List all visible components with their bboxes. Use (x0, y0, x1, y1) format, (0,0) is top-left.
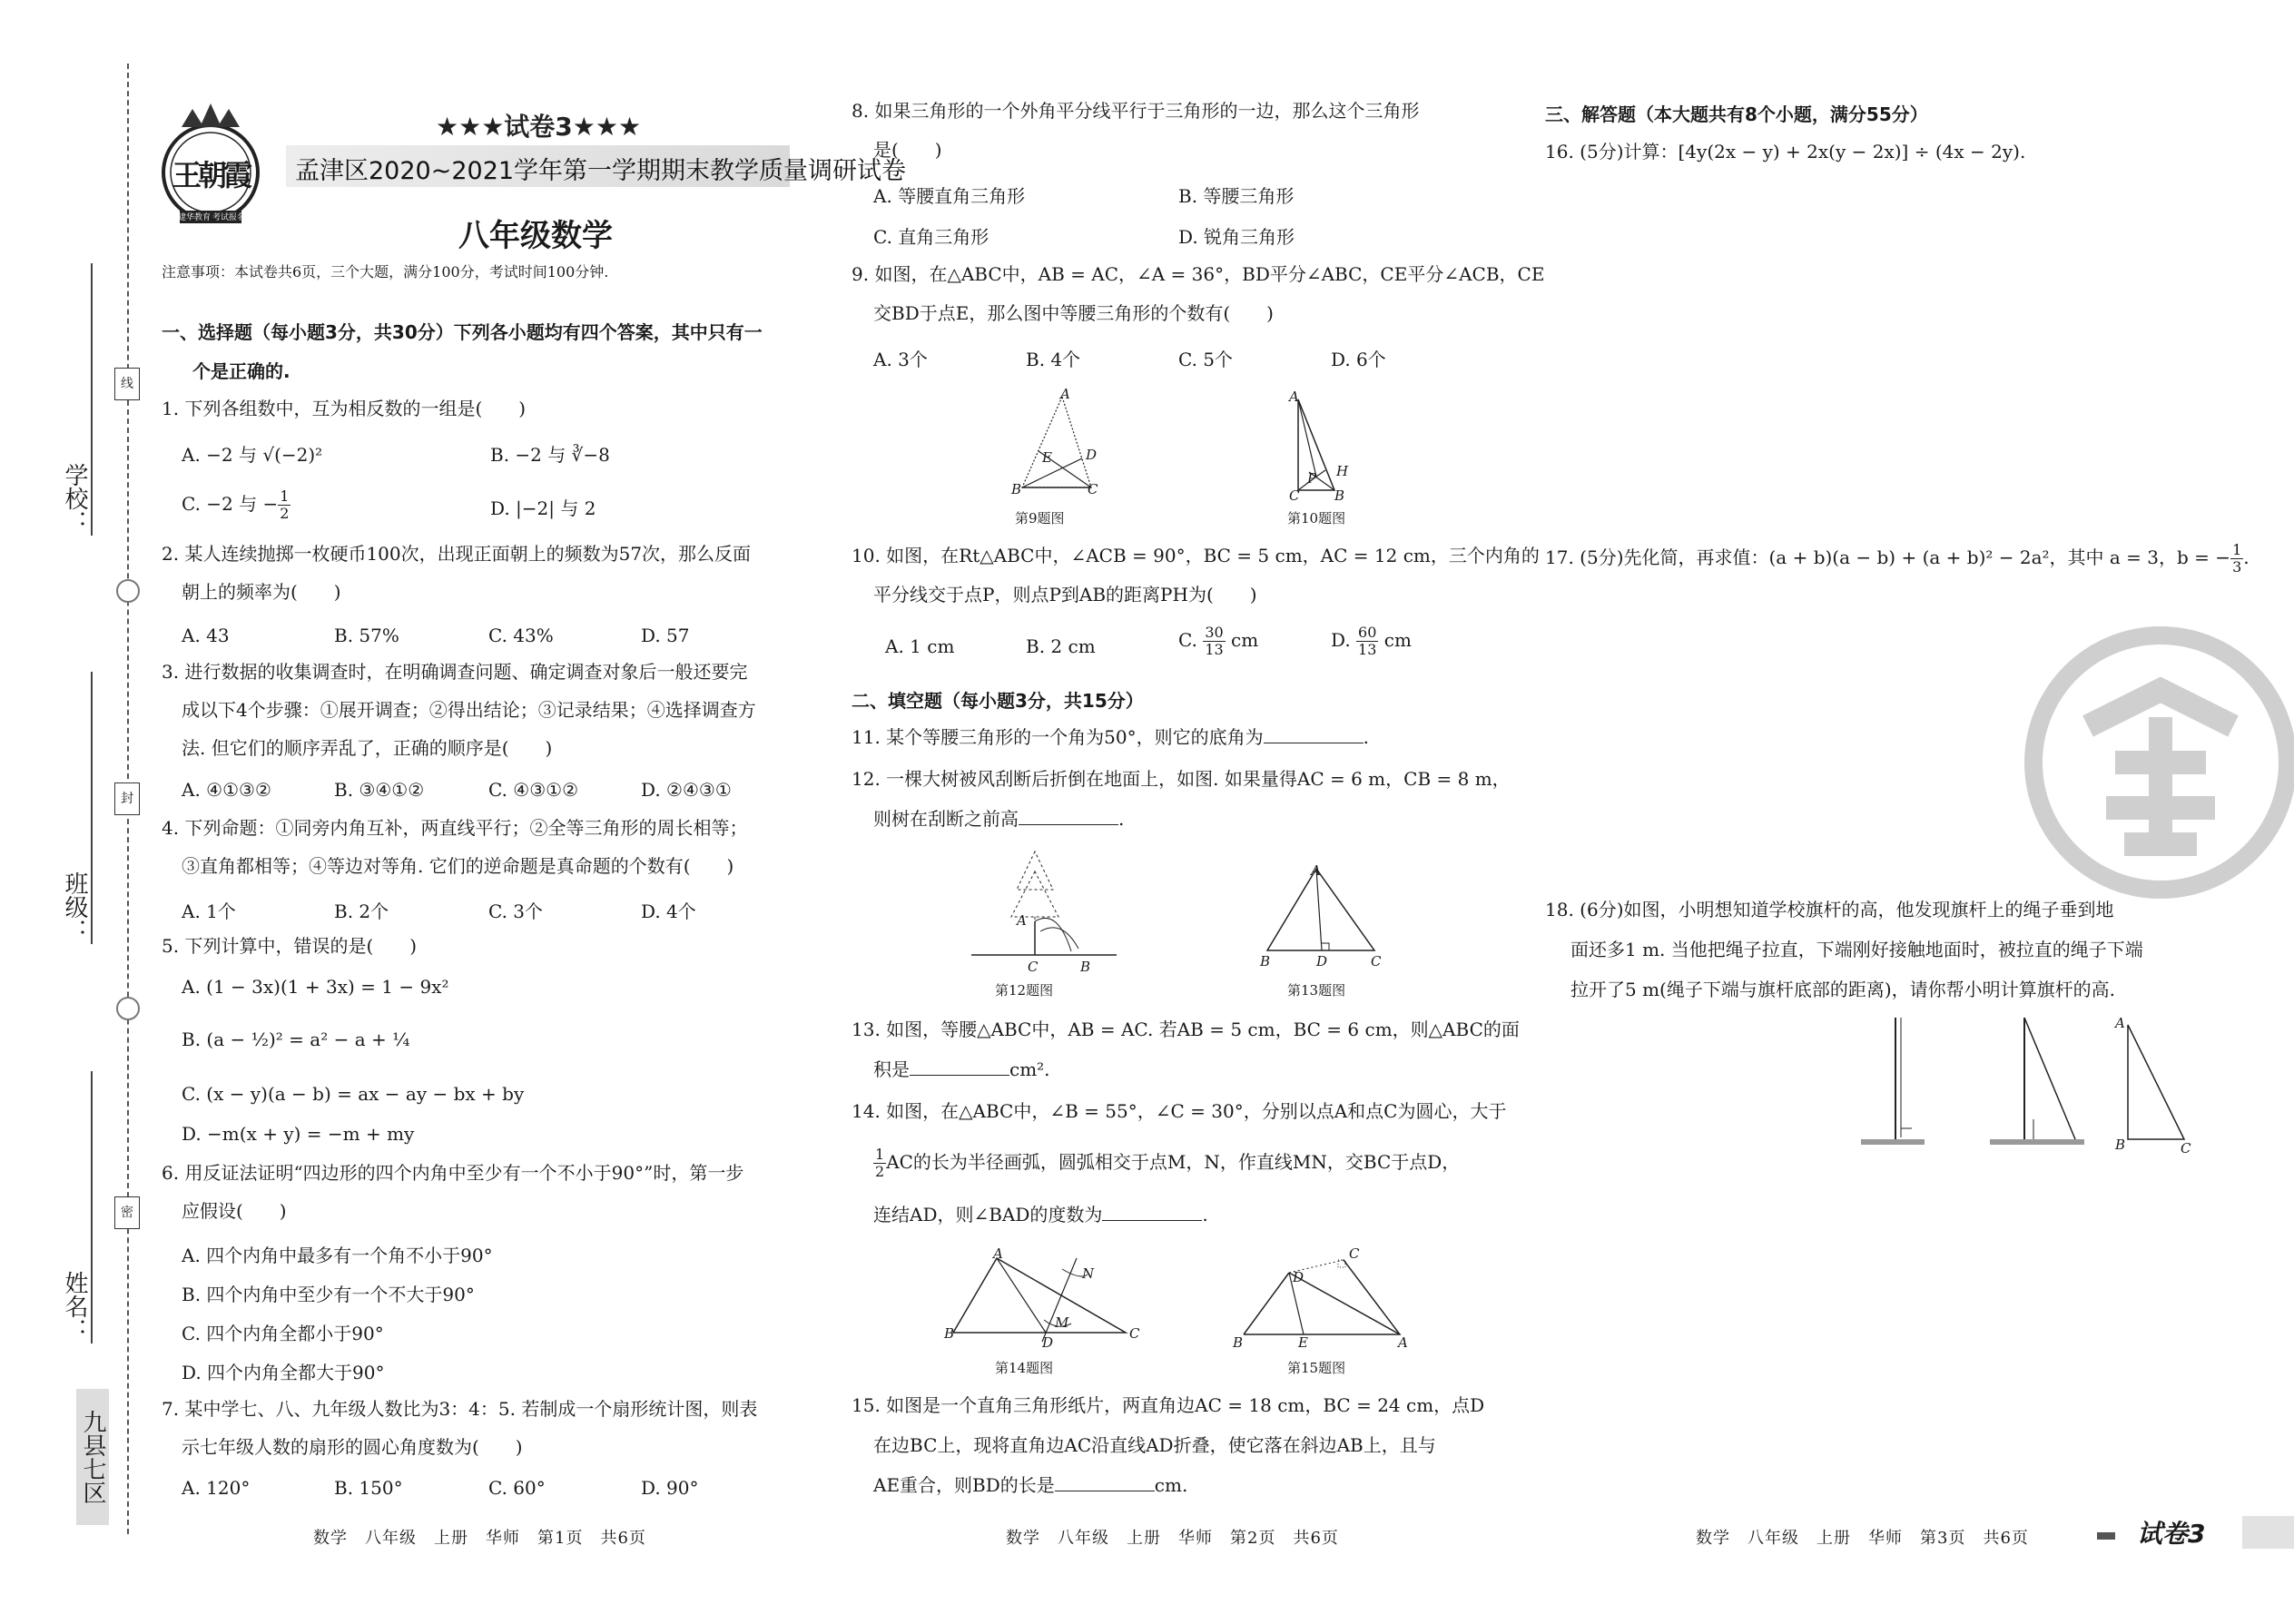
figure-18 (1861, 1012, 2206, 1157)
fig10-label-c: C (1289, 487, 1300, 504)
fig12-label-a: A (1017, 912, 1027, 929)
q14-stem-2 (873, 1142, 1460, 1182)
q6-option-b[interactable]: B. 四个内角中至少有一个不大于90° (182, 1284, 475, 1305)
fig15-caption: 第15题图 (1287, 1360, 1346, 1376)
fig13-label-d: D (1316, 953, 1328, 969)
binding-hole (116, 997, 140, 1020)
q18-stem-1: 18. (6分)如图，小明想知道学校旗杆的高，他发现旗杆上的绳子垂到地 (1545, 899, 2114, 920)
fig15-label-e: E (1298, 1334, 1308, 1351)
region-tag: 九县七区 (76, 1389, 109, 1525)
q10-c-frac (1203, 625, 1225, 658)
q5-option-c[interactable]: C. (x − y)(a − b) = ax − ay − bx + by (182, 1083, 525, 1105)
frac-den: 2 (875, 1163, 885, 1180)
q3-option-c[interactable]: C. ④③①② (488, 779, 579, 801)
q6-option-d[interactable]: D. 四个内角全都大于90° (182, 1362, 385, 1383)
q17-end: . (2243, 546, 2250, 568)
q6-stem-1: 6. 用反证法证明“四边形的四个内角中至少有一个不小于90°”时，第一步 (162, 1162, 744, 1184)
q13-stem-2 (873, 1049, 1050, 1089)
q18-stem-3: 拉开了5 m(绳子下端与旗杆底部的距离)，请你帮小明计算旗杆的高. (1570, 979, 2116, 1000)
q10-option-d[interactable] (1331, 625, 1412, 658)
footer-tag-deco (2097, 1532, 2115, 1540)
q14-end: . (1202, 1204, 1208, 1225)
q14-half-frac (873, 1147, 886, 1180)
q5-option-d[interactable]: D. −m(x + y) = −m + my (182, 1123, 415, 1145)
fig14-label-b: B (944, 1325, 955, 1342)
q7-option-d[interactable]: D. 90° (641, 1477, 699, 1499)
fig14-caption: 第14题图 (995, 1360, 1054, 1376)
fig18-label-b: B (2115, 1137, 2126, 1153)
q18-stem-2: 面还多1 m. 当他把绳子拉直，下端刚好接触地面时，被拉直的绳子下端 (1570, 939, 2143, 960)
q14-text-3: 连结AD，则∠BAD的度数为 (873, 1204, 1103, 1225)
exam-title: 孟津区2020~2021学年第一学期期末教学质量调研试卷 (295, 157, 907, 185)
q11-end: . (1363, 726, 1369, 748)
fig9-caption: 第9题图 (1015, 510, 1065, 527)
fig9-label-b: B (1011, 481, 1022, 497)
q7-option-b[interactable]: B. 150° (334, 1477, 403, 1499)
q13-end: cm². (1009, 1058, 1050, 1080)
q2-option-a[interactable]: A. 43 (182, 625, 230, 646)
q11-stem (852, 717, 1369, 757)
q12-stem-1: 12. 一棵大树被风刮断后折倒在地面上，如图. 如果量得AC = 6 m，CB = 8 m， (852, 768, 1511, 790)
q1-option-c-frac (278, 488, 290, 522)
subject-title: 八年级数学 (458, 218, 613, 254)
q9-option-b[interactable]: B. 4个 (1026, 349, 1081, 370)
fig15-label-c: C (1349, 1245, 1360, 1262)
footer-page-2: 数学 八年级 上册 华师 第2页 共6页 (1006, 1529, 1339, 1548)
q15-end: cm. (1154, 1474, 1188, 1496)
fig12-caption: 第12题图 (995, 982, 1054, 999)
q8-stem-2: 是( ) (873, 139, 942, 161)
q8-option-b[interactable]: B. 等腰三角形 (1178, 185, 1295, 207)
fig10-label-p: P (1307, 470, 1317, 487)
q7-stem-1: 7. 某中学七、八、九年级人数比为3：4：5. 若制成一个扇形统计图，则表 (162, 1398, 758, 1420)
brand-name: 王朝霞 (172, 158, 249, 192)
q3-stem-2: 成以下4个步骤：①展开调查；②得出结论；③记录结果；④选择调查方 (182, 699, 756, 721)
q4-option-b[interactable]: B. 2个 (334, 901, 389, 922)
figure-13 (1262, 867, 1389, 958)
fig18-label-a: A (2115, 1015, 2125, 1031)
notice: 注意事项：本试卷共6页，三个大题，满分100分，考试时间100分钟. (162, 263, 609, 281)
q7-stem-2: 示七年级人数的扇形的圆心角度数为( ) (182, 1436, 523, 1458)
q10-d-prefix: D. (1331, 629, 1351, 651)
q10-d-frac (1356, 625, 1378, 658)
q8-stem-1: 8. 如果三角形的一个外角平分线平行于三角形的一边，那么这个三角形 (852, 100, 1420, 122)
fig14-label-m: M (1055, 1314, 1069, 1331)
figure-14 (944, 1251, 1144, 1346)
frac-den: 3 (2232, 558, 2242, 576)
q3-option-b[interactable]: B. ③④①② (334, 779, 425, 801)
q13-stem-1: 13. 如图，等腰△ABC中，AB = AC. 若AB = 5 cm，BC = 6 cm，则△ABC的面 (852, 1019, 1520, 1040)
q17-stem (1545, 537, 2250, 577)
fig13-label-c: C (1371, 953, 1382, 969)
q6-option-c[interactable]: C. 四个内角全都小于90° (182, 1323, 384, 1344)
fig14-label-d: D (1042, 1334, 1054, 1351)
seal-fill-box: 封 (114, 782, 140, 815)
q8-option-c[interactable]: C. 直角三角形 (873, 226, 989, 248)
q10-option-b[interactable]: B. 2 cm (1026, 635, 1096, 657)
q1-option-a[interactable]: A. −2 与 √(−2)² (182, 444, 323, 466)
figure-12 (971, 844, 1117, 962)
q9-stem-2: 交BD于点E，那么图中等腰三角形的个数有( ) (873, 302, 1274, 324)
fig15-label-d: D (1293, 1269, 1305, 1285)
q7-option-a[interactable]: A. 120° (182, 1477, 251, 1499)
q15-stem-2: 在边BC上，现将直角边AC沿直线AD折叠，使它落在斜边AB上，且与 (873, 1434, 1436, 1456)
q1-stem: 1. 下列各组数中，互为相反数的一组是( ) (162, 398, 527, 419)
q13-text: 积是 (873, 1058, 910, 1080)
q3-stem-1: 3. 进行数据的收集调查时，在明确调查问题、确定调查对象后一般还要完 (162, 661, 748, 683)
fig13-caption: 第13题图 (1287, 982, 1346, 999)
q9-option-a[interactable]: A. 3个 (873, 349, 928, 370)
q11-answer-blank[interactable] (1264, 726, 1364, 743)
footer-page-3: 数学 八年级 上册 华师 第3页 共6页 (1696, 1529, 2029, 1548)
fig10-label-h: H (1336, 463, 1349, 479)
section2-title: 二、填空题（每小题3分，共15分） (852, 690, 1144, 712)
fig15-label-b: B (1233, 1334, 1244, 1351)
q15-stem-3 (873, 1465, 1187, 1505)
frac-num: 60 (1358, 624, 1377, 641)
q4-stem-2: ③直角都相等；④等边对等角. 它们的逆命题是真命题的个数有( ) (182, 855, 734, 877)
q9-stem-1: 9. 如图，在△ABC中，AB = AC，∠A = 36°，BD平分∠ABC，CE平分∠ACB，CE (852, 263, 1545, 285)
q5-stem: 5. 下列计算中，错误的是( ) (162, 935, 418, 957)
q15-stem-1: 15. 如图是一个直角三角形纸片，两直角边AC = 18 cm，BC = 24 cm，点D (852, 1394, 1485, 1416)
frac-den: 2 (280, 505, 290, 522)
q15-text: AE重合，则BD的长是 (873, 1474, 1055, 1496)
fig14-label-a: A (993, 1245, 1003, 1262)
brand-motto-left: 建华教育 (178, 213, 212, 222)
q1-option-b[interactable]: B. −2 与 ∛−8 (490, 444, 610, 466)
fig18-label-c: C (2181, 1140, 2191, 1156)
q9-option-d[interactable]: D. 6个 (1331, 349, 1386, 370)
q4-option-a[interactable]: A. 1个 (182, 901, 236, 922)
fig15-label-a: A (1398, 1334, 1408, 1351)
brand-motto-right: 考试报名 (212, 213, 246, 222)
frac-den: 13 (1358, 641, 1377, 658)
q14-answer-blank[interactable] (1102, 1204, 1202, 1221)
class-label: 班级： (61, 871, 88, 942)
q4-stem-1: 4. 下列命题：①同旁内角互补，两直线平行；②全等三角形的周长相等； (162, 817, 748, 839)
binding-strip (0, 0, 133, 1624)
q10-c-prefix: C. (1178, 629, 1197, 651)
fig13-label-a: A (1311, 862, 1321, 879)
q15-answer-blank[interactable] (1055, 1474, 1155, 1491)
name-label: 姓名： (61, 1271, 88, 1342)
q2-option-c[interactable]: C. 43% (488, 625, 554, 646)
q1-option-c-text: C. −2 与 − (182, 493, 279, 515)
q3-stem-3: 法. 但它们的顺序弄乱了，正确的顺序是( ) (182, 737, 553, 759)
fig14-label-n: N (1082, 1265, 1095, 1282)
q2-stem-1: 2. 某人连续抛掷一枚硬币100次，出现正面朝上的频数为57次，那么反面 (162, 543, 752, 565)
q8-option-d[interactable]: D. 锐角三角形 (1178, 226, 1295, 248)
fig9-label-c: C (1088, 481, 1098, 497)
seal-secret-box: 密 (114, 1196, 140, 1229)
q12-text: 则树在刮断之前高 (873, 808, 1019, 830)
q10-stem-1: 10. 如图，在Rt△ABC中，∠ACB = 90°，BC = 5 cm，AC = 12 cm，三个内角的 (852, 545, 1540, 566)
q5-option-b[interactable]: B. (a − ½)² = a² − a + ¼ (182, 1029, 410, 1050)
q6-stem-2: 应假设( ) (182, 1200, 287, 1222)
figure-10 (1289, 390, 1362, 508)
section1-title-cont: 个是正确的. (192, 360, 290, 382)
q3-option-d[interactable]: D. ②④③① (641, 779, 732, 801)
section1-title: 一、选择题（每小题3分，共30分）下列各小题均有四个答案，其中只有一 (162, 321, 763, 343)
frac-num: 1 (875, 1146, 885, 1163)
q2-option-b[interactable]: B. 57% (334, 625, 399, 646)
fig12-label-b: B (1080, 959, 1091, 975)
q12-end: . (1118, 808, 1125, 830)
q3-option-a[interactable]: A. ④①③② (182, 779, 271, 801)
q10-c-unit: cm (1231, 629, 1259, 651)
q6-option-a[interactable]: A. 四个内角中最多有一个角不小于90° (182, 1245, 493, 1266)
fig9-label-d: D (1086, 447, 1098, 463)
q17-frac (2230, 542, 2243, 576)
binding-hole (116, 579, 140, 603)
q14-text: AC的长为半径画弧，圆弧相交于点M，N，作直线MN，交BC于点D， (886, 1151, 1461, 1173)
q13-answer-blank[interactable] (910, 1058, 1009, 1076)
frac-num: 1 (2232, 541, 2242, 558)
fig10-caption: 第10题图 (1287, 510, 1346, 527)
q7-option-c[interactable]: C. 60° (488, 1477, 546, 1499)
frac-den: 13 (1205, 641, 1224, 658)
fig9-label-e: E (1042, 449, 1052, 466)
q2-option-d[interactable]: D. 57 (641, 625, 690, 646)
secret-seal-watermark (2024, 626, 2294, 899)
footer-corner-band (2242, 1516, 2294, 1549)
fig13-label-b: B (1260, 953, 1271, 969)
q14-stem-3 (873, 1195, 1208, 1235)
fig9-label-a: A (1060, 386, 1070, 402)
q10-option-c[interactable] (1178, 625, 1258, 658)
paper-tag: ★★★试卷3★★★ (436, 112, 642, 142)
footer-tag: 试卷3 (2137, 1519, 2206, 1549)
q11-text: 11. 某个等腰三角形的一个角为50°，则它的底角为 (852, 726, 1264, 748)
q10-d-unit: cm (1383, 629, 1412, 651)
frac-num: 30 (1205, 624, 1224, 641)
figure-15 (1231, 1251, 1413, 1346)
q10-stem-2: 平分线交于点P，则点P到AB的距离PH为( ) (873, 584, 1257, 605)
q17-text: 17. (5分)先化简，再求值：(a + b)(a − b) + (a + b)² − 2a²，其中 a = 3，b = − (1545, 546, 2231, 568)
fig10-label-a: A (1289, 389, 1299, 405)
q5-option-a[interactable]: A. (1 − 3x)(1 + 3x) = 1 − 9x² (182, 976, 449, 998)
q9-option-c[interactable]: C. 5个 (1178, 349, 1234, 370)
q12-answer-blank[interactable] (1019, 808, 1118, 825)
school-label: 学校： (61, 463, 88, 534)
footer-page-1: 数学 八年级 上册 华师 第1页 共6页 (313, 1529, 646, 1548)
q14-stem-1: 14. 如图，在△ABC中，∠B = 55°，∠C = 30°，分别以点A和点C为圆心，大于 (852, 1100, 1507, 1122)
frac-num: 1 (280, 487, 290, 505)
section3-title: 三、解答题（本大题共有8个小题，满分55分） (1545, 103, 1928, 125)
brand-logo (154, 100, 272, 227)
seal-line-box: 线 (114, 368, 140, 400)
fig14-label-c: C (1129, 1325, 1140, 1342)
q4-option-c[interactable]: C. 3个 (488, 901, 544, 922)
q2-stem-2: 朝上的频率为( ) (182, 581, 341, 603)
q1-option-d[interactable]: D. |−2| 与 2 (490, 497, 596, 519)
q4-option-d[interactable]: D. 4个 (641, 901, 696, 922)
q16-stem: 16. (5分)计算：[4y(2x − y) + 2x(y − 2x)] ÷ (4x − 2y). (1545, 141, 2026, 162)
q1-option-c[interactable] (182, 488, 290, 522)
q12-stem-2 (873, 799, 1124, 839)
fig12-label-c: C (1028, 959, 1039, 975)
fig10-label-b: B (1334, 487, 1345, 504)
q10-option-a[interactable]: A. 1 cm (885, 635, 955, 657)
q8-option-a[interactable]: A. 等腰直角三角形 (873, 185, 1026, 207)
